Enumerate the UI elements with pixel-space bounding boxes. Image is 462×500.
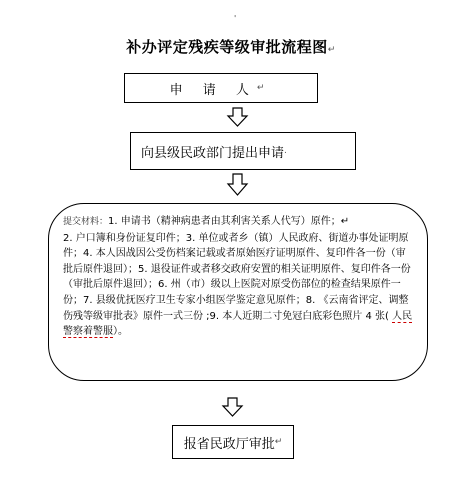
materials-line-2: 2. 户口簿和身份证复印件；3. 单位或者乡（镇）人民政府、街道办事处证明原件；4. 本人因战因公受伤档案记载或者原始医疗证明原件、复印件各一份（审批后原件退回）；5. 退役证件或者移交政府安置的相关证明原件、复印件各一份（审批后原件退回）；6. 州（市）级以上医院对原受伤部位的检查结果原件一份；7. 县级优抚医疗卫生专家小组医学鉴定意见原件；8. 《云南省评定、调整伤残等级审批表》原件一式三份 ;9. 本人近期二寸免冠白底彩色照片 4 张( [63, 232, 411, 322]
step-materials [48, 203, 428, 381]
step-submit-mark: . [284, 146, 287, 156]
step-applicant [124, 73, 318, 103]
materials-header: 提交材料： [63, 217, 109, 227]
materials-underlined-note: 人民警察着警服 [63, 310, 413, 338]
step-provincial-approval [172, 425, 294, 459]
arrow-down-1 [228, 108, 247, 126]
title-paragraph-mark: ↵ [327, 45, 336, 55]
step-applicant-mark: ↵ [256, 83, 273, 93]
step-submit-county [130, 132, 356, 170]
materials-line-1: 1. 申请书（精神病患者由其利害关系人代写）原件；↵ [108, 216, 350, 227]
step-final-mark: ↵ [274, 437, 283, 447]
step-submit-label: 向县级民政部门提出申请 [141, 145, 285, 161]
arrow-down-2 [228, 174, 247, 195]
materials-tail: ）。 [113, 326, 128, 338]
arrow-down-3 [223, 398, 242, 416]
top-mark: ' [234, 14, 237, 23]
step-final-label: 报省民政厅审批 [183, 436, 275, 452]
title-text: 补办评定残疾等级审批流程图 [126, 38, 328, 56]
step-applicant-label: 申 请 人 [169, 82, 257, 98]
